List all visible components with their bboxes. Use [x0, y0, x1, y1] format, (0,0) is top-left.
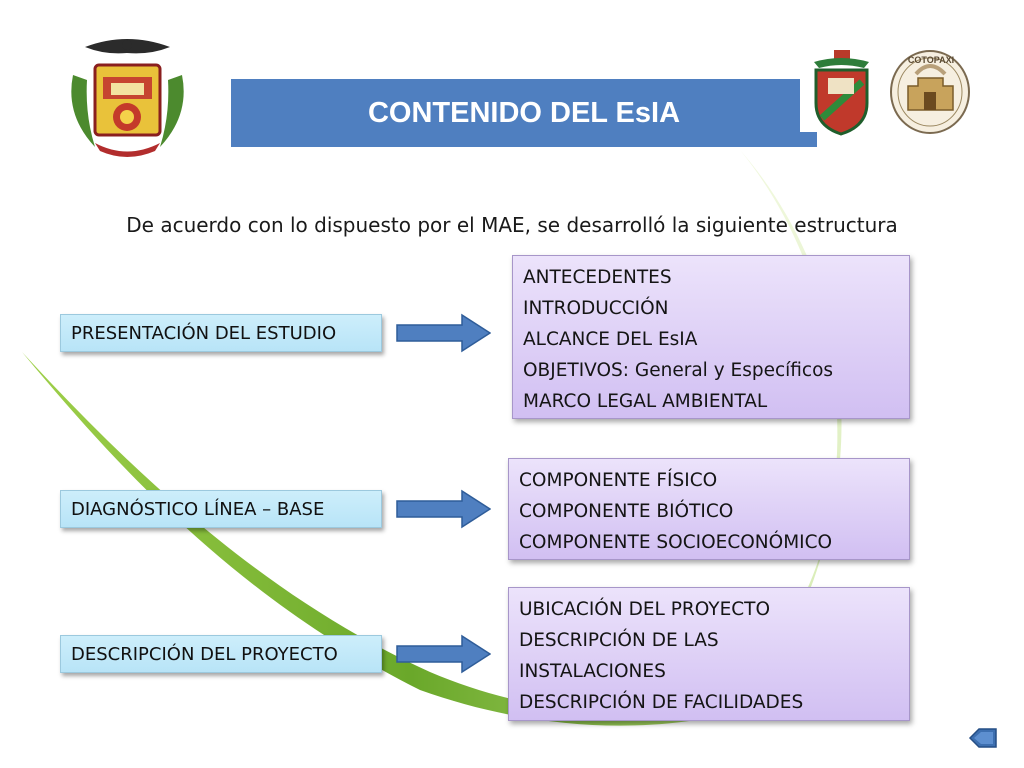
intro-text: De acuerdo con lo dispuesto por el MAE, se desarrolló la siguiente estructura	[126, 213, 898, 237]
list-item: COMPONENTE FÍSICO	[519, 470, 718, 491]
section-label: DESCRIPCIÓN DEL PROYECTO	[71, 643, 338, 665]
list-item: INTRODUCCIÓN	[523, 298, 669, 319]
list-item: ALCANCE DEL EsIA	[523, 329, 698, 350]
section-box-diagnostico	[60, 490, 382, 528]
right-arrow-icon	[396, 489, 491, 529]
cotopaxi-label: COTOPAXI	[907, 55, 955, 65]
list-item: INSTALACIONES	[519, 661, 666, 682]
list-item: DESCRIPCIÓN DE FACILIDADES	[519, 692, 804, 713]
institution-shield-icon	[804, 48, 879, 136]
list-item: ANTECEDENTES	[523, 267, 672, 288]
university-coat-of-arms-icon	[55, 35, 200, 165]
list-item: UBICACIÓN DEL PROYECTO	[519, 599, 771, 620]
items-box-presentacion	[512, 255, 910, 419]
section-box-descripcion	[60, 635, 382, 673]
list-item: DESCRIPCIÓN DE LAS	[519, 630, 719, 651]
section-label: DIAGNÓSTICO LÍNEA – BASE	[71, 498, 325, 520]
next-slide-icon[interactable]	[968, 727, 998, 749]
right-arrow-icon	[396, 634, 491, 674]
right-arrow-icon	[396, 313, 491, 353]
page-title: CONTENIDO DEL EsIA	[367, 96, 681, 129]
section-label: PRESENTACIÓN DEL ESTUDIO	[71, 322, 337, 344]
list-item: COMPONENTE SOCIOECONÓMICO	[519, 532, 833, 553]
list-item: OBJETIVOS: General y Específicos	[523, 360, 834, 381]
items-box-descripcion	[508, 587, 910, 721]
list-item: COMPONENTE BIÓTICO	[519, 501, 734, 522]
list-item: MARCO LEGAL AMBIENTAL	[523, 391, 768, 412]
items-box-diagnostico	[508, 458, 910, 560]
section-box-presentacion	[60, 314, 382, 352]
